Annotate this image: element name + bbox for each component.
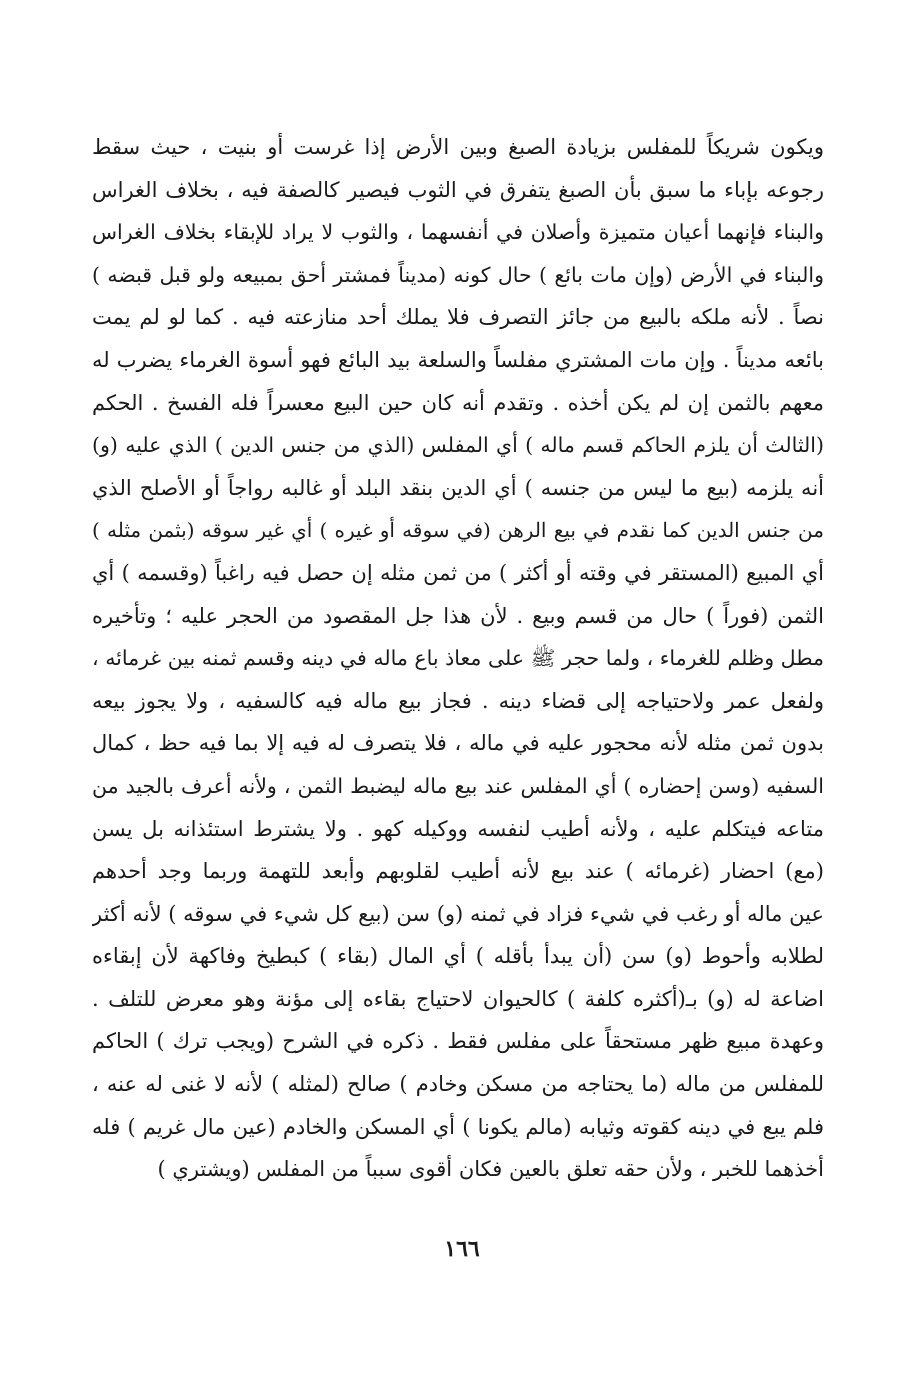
text-line-14: ولفعل عمر ولاحتياجه إلى قضاء دينه . فجاز بيع ماله فيه كالسفيه ، ولا يجوز بيعه <box>92 688 824 713</box>
text-line-20: لطلابه وأحوط (و) سن (أن يبدأ بأقله ) أي المال (بقاء ) كبطيخ وفاكهة لأن إبقاءه <box>92 944 824 969</box>
text-line-6: بائعه مديناً . وإن مات المشتري مفلساً والسلعة بيد البائع فهو أسوة الغرماء يضرب له <box>92 347 824 372</box>
text-line-16: السفيه (وسن إحضاره ) أي المفلس عند بيع ماله ليضبط الثمن ، ولأنه أعرف بالجيد من <box>92 773 824 798</box>
page-number: ١٦٦ <box>444 1236 480 1262</box>
text-line-8: (الثالث أن يلزم الحاكم قسم ماله ) أي المفلس (الذي من جنس الدين ) الذي عليه (و) <box>92 433 824 458</box>
text-line-12: الثمن (فوراً ) حال من قسم وبيع . لأن هذا جل المقصود من الحجر عليه ؛ وتأخيره <box>92 603 824 628</box>
text-line-7: معهم بالثمن إن لم يكن أخذه . وتقدم أنه كان حين البيع معسراً فله الفسخ . الحكم <box>92 390 824 415</box>
text-line-25: أخذهما للخبر ، ولأن حقه تعلق بالعين فكان أقوى سبباً من المفلس (ويشتري ) <box>157 1157 824 1182</box>
text-line-11: أي المبيع (المستقر في وقته أو أكثر ) من ثمن مثله إن حصل فيه راغباً (وقسمه ) أي <box>92 560 824 585</box>
body-text <box>92 126 824 1191</box>
text-line-23: للمفلس من ماله (ما يحتاجه من مسكن وخادم ) صالح (لمثله ) لأنه لا غنى له عنه ، <box>92 1072 824 1097</box>
text-line-21: اضاعة له (و) بـ(أكثره كلفة ) كالحيوان لاحتياج بقاءه إلى مؤنة وهو معرض للتلف . <box>92 986 824 1011</box>
text-line-18: (مع) احضار (غرمائه ) عند بيع لأنه أطيب لقلوبهم وأبعد للتهمة وربما وجد أحدهم <box>92 859 824 884</box>
text-line-1: ويكون شريكاً للمفلس بزيادة الصبغ وبين الأرض إذا غرست أو بنيت ، حيث سقط <box>92 135 824 159</box>
text-line-13: مطل وظلم للغرماء ، ولما حجر ﷺ على معاذ باع ماله في دينه وقسم ثمنه بين غرمائه ، <box>92 646 824 671</box>
text-line-3: والبناء فإنهما أعيان متميزة وأصلان في أنفسهما ، والثوب لا يراد للإبقاء بخلاف الغراس <box>92 220 824 245</box>
text-line-24: فلم يبع في دينه كقوته وثيابه (مالم يكونا ) أي المسكن والخادم (عين مال غريم ) فله <box>92 1114 824 1139</box>
text-line-10: من جنس الدين كما نقدم في بيع الرهن (في سوقه أو غيره ) أي غير سوقه (بثمن مثله ) <box>92 518 824 543</box>
text-line-9: أنه يلزمه (بيع ما ليس من جنسه ) أي الدين بنقد البلد أو غالبه رواجاً أو الأصلح الذي <box>92 475 824 500</box>
text-line-19: عين ماله أو رغب في شيء فزاد في ثمنه (و) سن (بيع كل شيء في سوقه ) لأنه أكثر <box>92 901 824 926</box>
text-line-4: والبناء في الأرض (وإن مات بائع ) حال كونه (مديناً فمشتر أحق بمبيعه ولو قبل قبضه ) <box>92 262 824 287</box>
text-line-22: وعهدة مبيع ظهر مستحقاً على مفلس فقط . ذكره في الشرح (ويجب ترك ) الحاكم <box>92 1029 824 1054</box>
text-line-15: بدون ثمن مثله لأنه محجور عليه في ماله ، فلا يتصرف له فيه إلا بما فيه حظ ، كمال <box>92 731 824 756</box>
text-line-2: رجوعه بإباء ما سبق بأن الصبغ يتفرق في الثوب فيصير كالصفة فيه ، بخلاف الغراس <box>92 177 824 202</box>
text-line-17: متاعه فيتكلم عليه ، ولأنه أطيب لنفسه ووكيله كهو . ولا يشترط استئذانه بل يسن <box>92 816 824 841</box>
text-line-5: نصاً . لأنه ملكه بالبيع من جائز التصرف فلا يملك أحد منازعته فيه . كما لو لم يمت <box>92 305 824 330</box>
